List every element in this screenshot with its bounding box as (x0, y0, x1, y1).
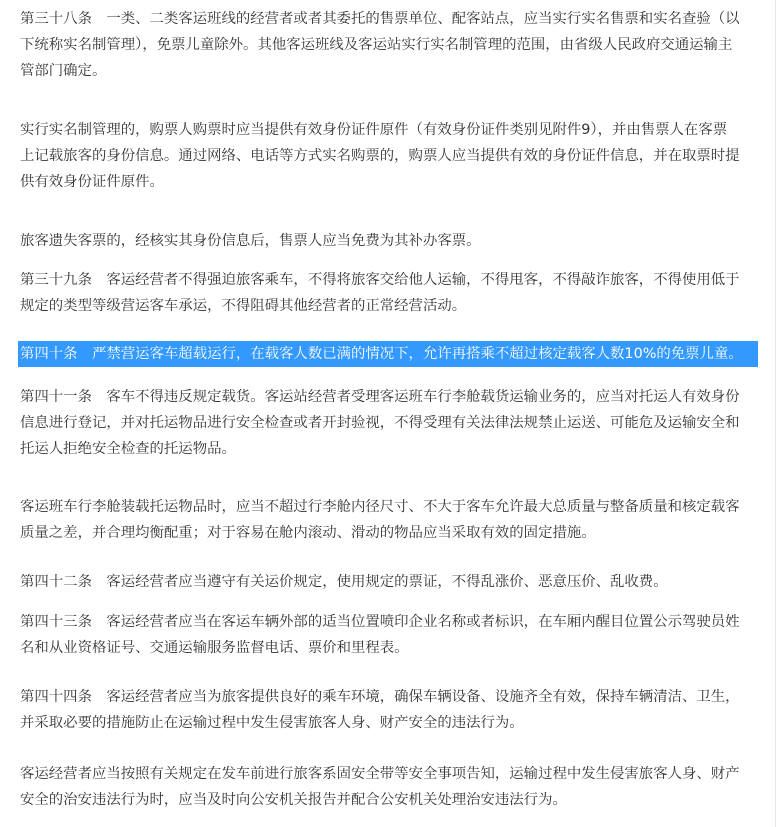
text-line: 下统称实名制管理），免票儿童除外。其他客运班线及客运站实行实名制管理的范围，由省级人民政府交通运输主 (20, 37, 733, 53)
text-line: 安全的治安违法行为时，应当及时向公安机关报告并配合公安机关处理治安违法行为。 (20, 792, 567, 808)
paragraph-article-41 (20, 384, 765, 462)
text-line: 信息进行登记，并对托运物品进行安全检查或者开封验视，不得受理有关法律法规禁止运送、可能危及运输安全和 (20, 415, 740, 431)
text-line: 客运经营者应当按照有关规定在发车前进行旅客系固安全带等安全事项告知，运输过程中发生侵害旅客人身、财产 (20, 766, 740, 782)
text-line: 客运班车行李舱装载托运物品时，应当不超过行李舱内径尺寸、不大于客车允许最大总质量与整备质量和核定载客 (20, 499, 740, 515)
paragraph-article-39 (20, 267, 765, 319)
paragraph-article-41-luggage (20, 494, 765, 546)
text-line: 第三十九条 客运经营者不得强迫旅客乘车，不得将旅客交给他人运输，不得甩客，不得敲诈旅客，不得使用低于 (20, 272, 740, 288)
text-line: 实行实名制管理的，购票人购票时应当提供有效身份证件原件（有效身份证件类别见附件9），并由售票人在客票 (20, 122, 728, 138)
paragraph-article-38-lost-ticket (20, 228, 765, 254)
paragraph-article-44-safety (20, 761, 765, 813)
paragraph-article-44 (20, 684, 765, 736)
text-line: 第四十条 严禁营运客车超载运行，在载客人数已满的情况下，允许再搭乘不超过核定载客人数10%的免票儿童。 (20, 346, 743, 362)
text-line: 第四十一条 客车不得违反规定载货。客运站经营者受理客运班车行李舱载货运输业务的，应当对托运人有效身份 (20, 389, 740, 405)
text-line: 上记载旅客的身份信息。通过网络、电话等方式实名购票的，购票人应当提供有效的身份证件信息，并在取票时提 (20, 148, 740, 164)
text-line: 供有效身份证件原件。 (20, 174, 164, 190)
text-line: 第三十八条 一类、二类客运班线的经营者或者其委托的售票单位、配客站点，应当实行实名售票和实名查验（以 (20, 11, 740, 27)
text-line: 第四十三条 客运经营者应当在客运车辆外部的适当位置喷印企业名称或者标识，在车厢内醒目位置公示驾驶员姓 (20, 614, 740, 630)
text-line: 名和从业资格证号、交通运输服务监督电话、票价和里程表。 (20, 640, 409, 656)
paragraph-article-40-selected[interactable] (18, 341, 758, 367)
text-line: 第四十四条 客运经营者应当为旅客提供良好的乘车环境，确保车辆设备、设施齐全有效，保持车辆清洁、卫生， (20, 689, 740, 705)
text-line: 质量之差，并合理均衡配重；对于容易在舱内滚动、滑动的物品应当采取有效的固定措施。 (20, 525, 596, 541)
paragraph-article-42 (20, 569, 765, 595)
paragraph-article-38-real-name (20, 117, 765, 195)
text-line: 托运人拒绝安全检查的托运物品。 (20, 441, 236, 457)
text-line: 第四十二条 客运经营者应当遵守有关运价规定，使用规定的票证，不得乱涨价、恶意压价、乱收费。 (20, 574, 668, 590)
text-line: 规定的类型等级营运客车承运，不得阻碍其他经营者的正常经营活动。 (20, 298, 467, 314)
text-line: 并采取必要的措施防止在运输过程中发生侵害旅客人身、财产安全的违法行为。 (20, 715, 524, 731)
paragraph-article-43 (20, 609, 765, 661)
paragraph-article-38 (20, 6, 765, 84)
text-line: 旅客遗失客票的，经核实其身份信息后，售票人应当免费为其补办客票。 (20, 233, 481, 249)
text-line: 管部门确定。 (20, 63, 107, 79)
